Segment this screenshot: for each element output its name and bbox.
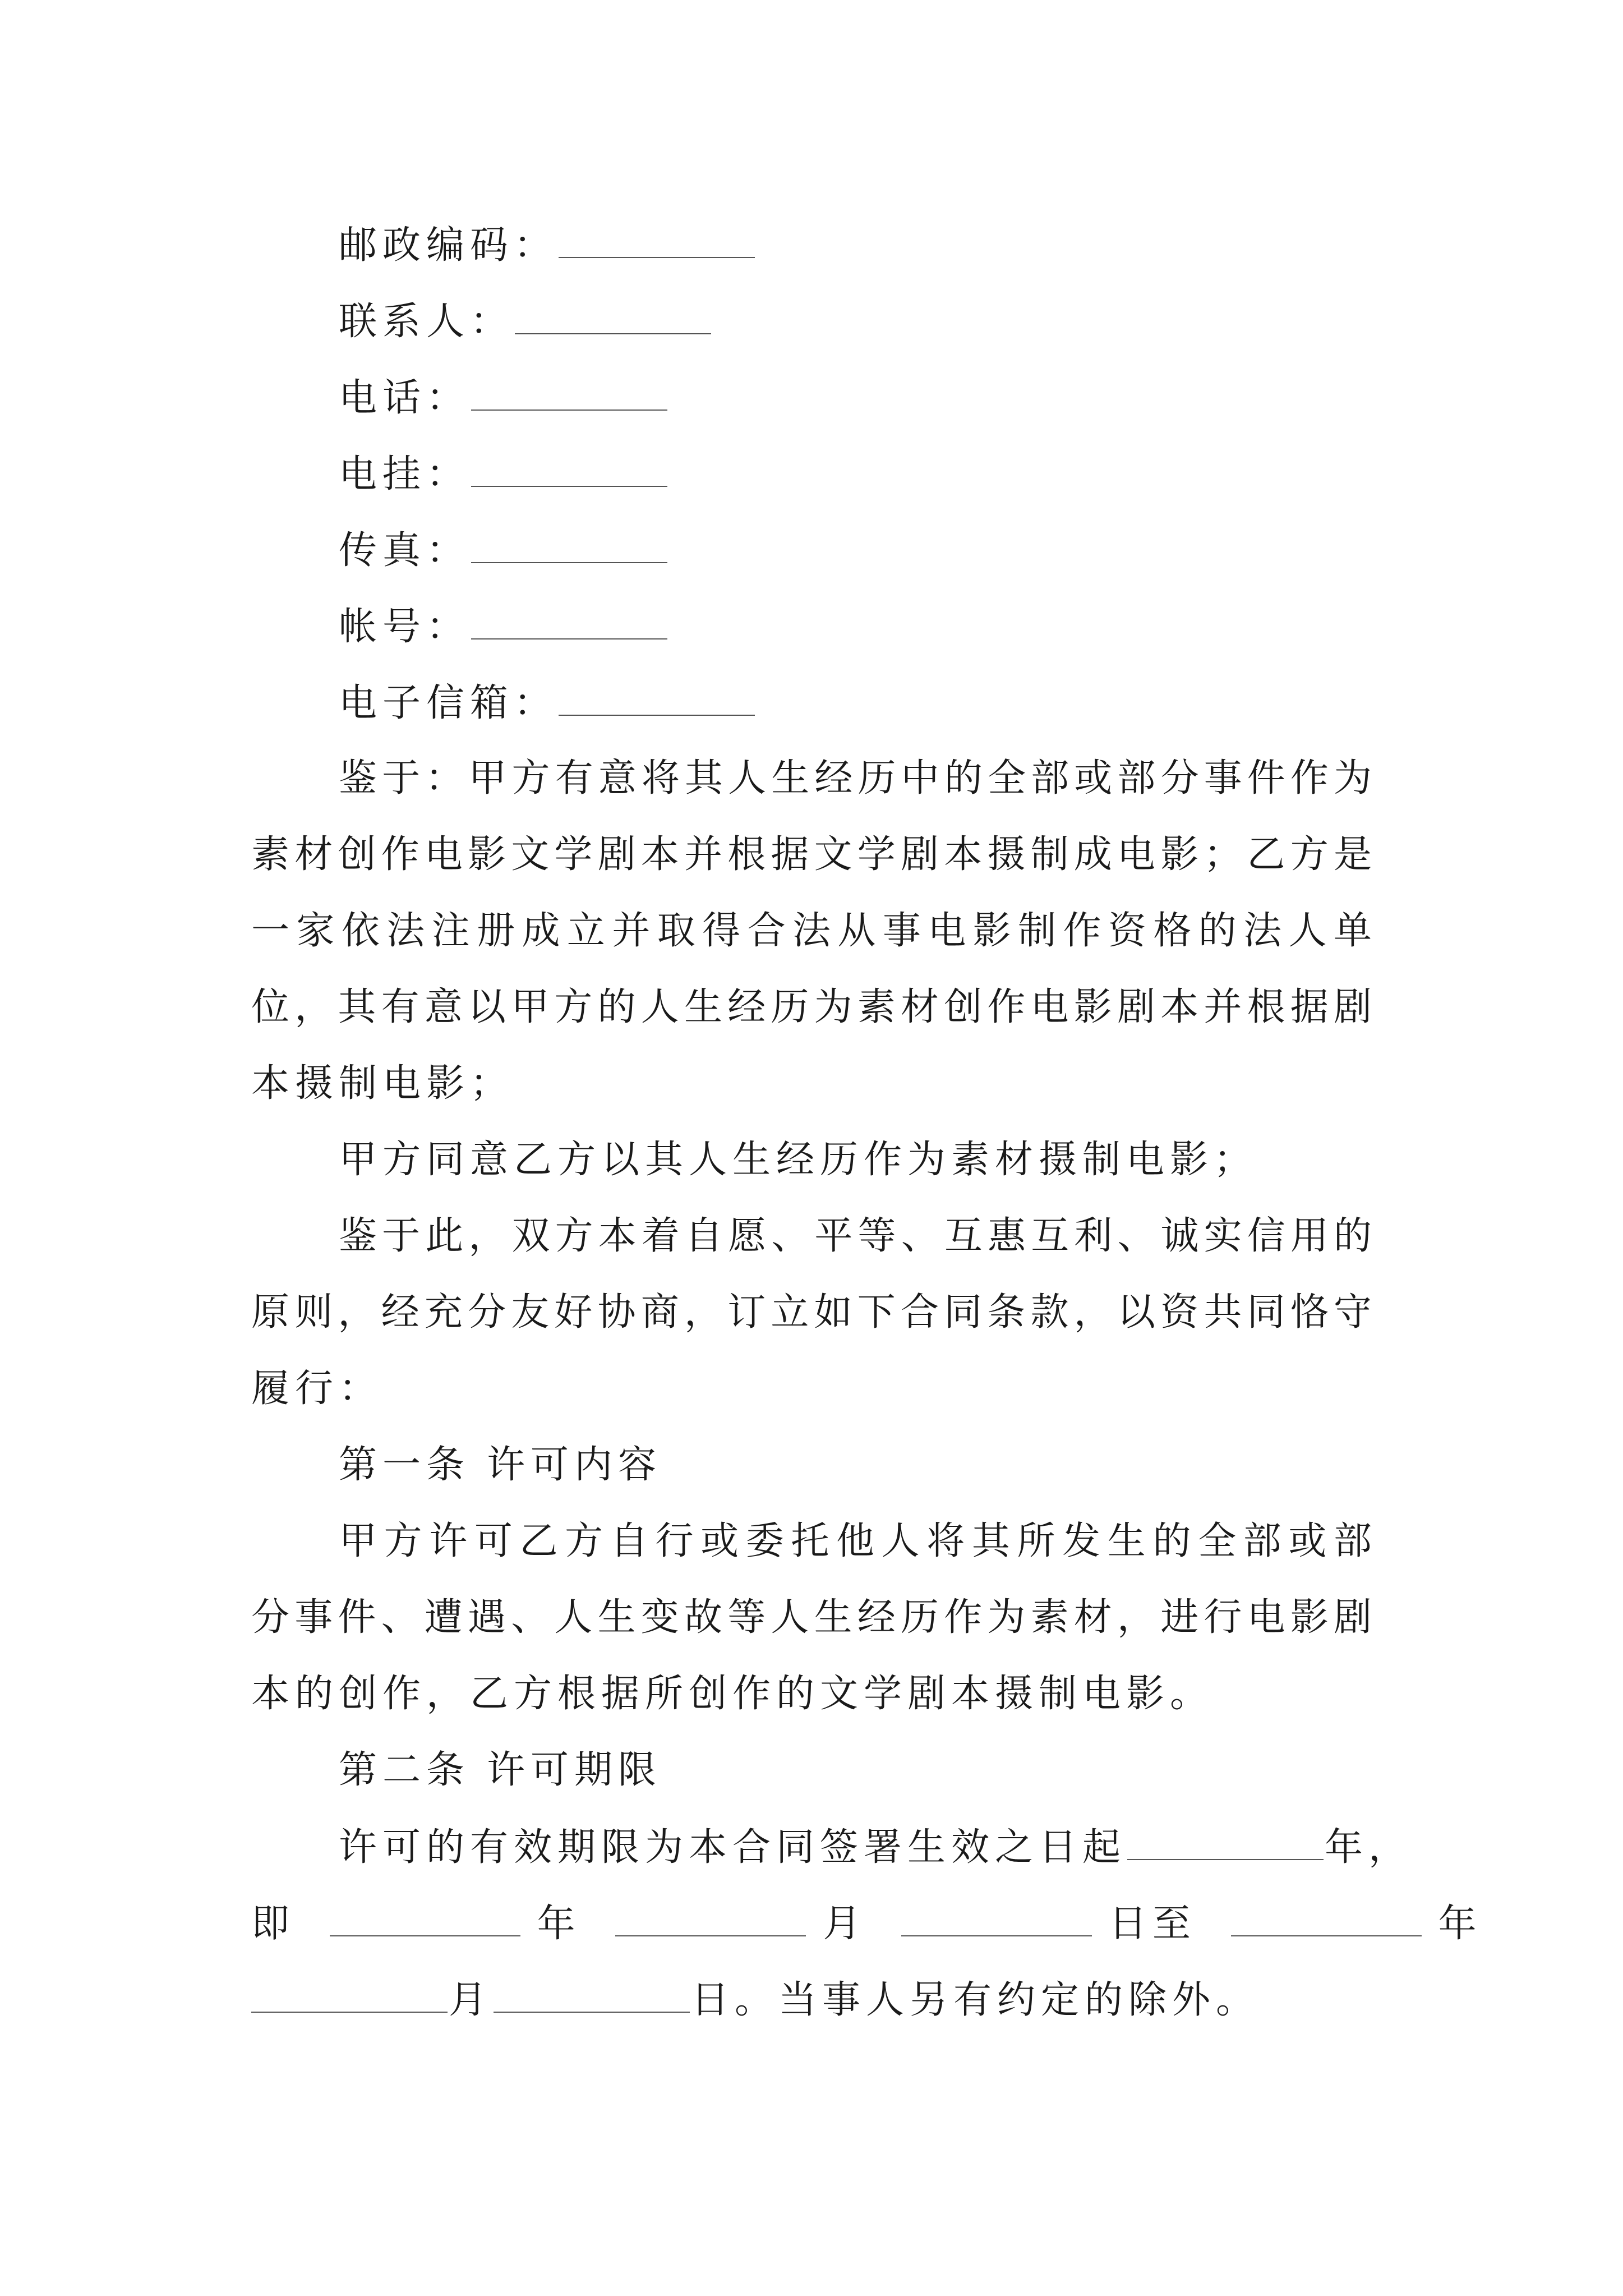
- cable-blank[interactable]: [471, 454, 667, 487]
- article-1-heading: [339, 1443, 662, 1487]
- cable-label: 电挂：: [339, 452, 471, 496]
- end-year-unit: 年: [1438, 1902, 1482, 1946]
- email-blank[interactable]: [559, 683, 755, 716]
- term-intro-text: 许可的有效期限为本合同签署生效之日起: [339, 1825, 1127, 1870]
- account-label: 帐号：: [339, 605, 471, 649]
- term-end-text: 日。当事人另有约定的除外。: [691, 1978, 1260, 2022]
- start-day-blank[interactable]: [901, 1904, 1092, 1936]
- article-2-title: 许可期限: [487, 1748, 662, 1792]
- article-2-line-2: [251, 1902, 1482, 1946]
- start-month-unit: 月: [823, 1902, 867, 1946]
- start-year-blank[interactable]: [330, 1904, 520, 1936]
- email-label: 电子信箱：: [339, 681, 558, 725]
- contact-person-label: 联系人：: [339, 300, 514, 344]
- paragraph-1-line-4: 位，其有意以甲方的人生经历为素材创作电影剧本并根据剧: [251, 985, 1372, 1029]
- article-1-line-1: 甲方许可乙方自行或委托他人将其所发生的全部或部: [339, 1519, 1372, 1563]
- fax-label: 传真：: [339, 528, 471, 573]
- article-2-number: 第二条: [339, 1748, 471, 1792]
- postal-code-field: [339, 223, 756, 268]
- start-day-to: 日至: [1108, 1902, 1196, 1946]
- contact-person-field: [339, 300, 712, 344]
- account-field: [339, 605, 668, 649]
- paragraph-1-line-5: 本摄制电影；: [251, 1061, 514, 1106]
- phone-blank[interactable]: [471, 378, 667, 411]
- postal-code-label: 邮政编码：: [339, 223, 558, 268]
- start-year-unit: 年: [537, 1902, 581, 1946]
- term-years-blank[interactable]: [1127, 1828, 1324, 1860]
- cable-field: [339, 454, 668, 494]
- paragraph-3-line-3: 履行：: [251, 1366, 383, 1411]
- fax-field: [339, 528, 668, 573]
- paragraph-2-line-1: 甲方同意乙方以其人生经历作为素材摄制电影；: [339, 1138, 1258, 1182]
- end-day-blank[interactable]: [494, 1980, 690, 2013]
- phone-label: 电话：: [339, 376, 471, 420]
- paragraph-1-line-1: 鉴于：甲方有意将其人生经历中的全部或部分事件作为: [339, 756, 1372, 800]
- article-1-number: 第一条: [339, 1443, 471, 1487]
- article-2-line-3: [251, 1978, 1260, 2022]
- end-month-unit: 月: [449, 1978, 493, 2022]
- article-1-line-2: 分事件、遭遇、人生变故等人生经历作为素材，进行电影剧: [251, 1595, 1372, 1640]
- postal-code-blank[interactable]: [559, 226, 755, 258]
- paragraph-1-line-3: 一家依法注册成立并取得合法从事电影制作资格的法人单: [251, 909, 1372, 953]
- phone-field: [339, 376, 668, 420]
- email-field: [339, 683, 756, 723]
- account-blank[interactable]: [471, 607, 667, 639]
- end-month-blank[interactable]: [251, 1980, 448, 2013]
- article-1-title: 许可内容: [487, 1443, 662, 1487]
- paragraph-3-line-2: 原则，经充分友好协商，订立如下合同条款，以资共同恪守: [251, 1290, 1372, 1335]
- article-2-heading: [339, 1748, 662, 1792]
- paragraph-3-line-1: 鉴于此，双方本着自愿、平等、互惠互利、诚实信用的: [339, 1214, 1372, 1258]
- start-month-blank[interactable]: [615, 1904, 806, 1936]
- fax-blank[interactable]: [471, 531, 667, 563]
- article-2-line-1: [339, 1825, 1413, 1870]
- paragraph-1-line-2: 素材创作电影文学剧本并根据文学剧本摄制成电影；乙方是: [251, 832, 1372, 877]
- term-years-unit: 年，: [1325, 1825, 1413, 1870]
- contact-person-blank[interactable]: [515, 302, 711, 334]
- term-start-prefix: 即: [251, 1902, 296, 1946]
- end-year-blank[interactable]: [1231, 1904, 1422, 1936]
- article-1-line-3: 本的创作，乙方根据所创作的文学剧本摄制电影。: [251, 1672, 1214, 1716]
